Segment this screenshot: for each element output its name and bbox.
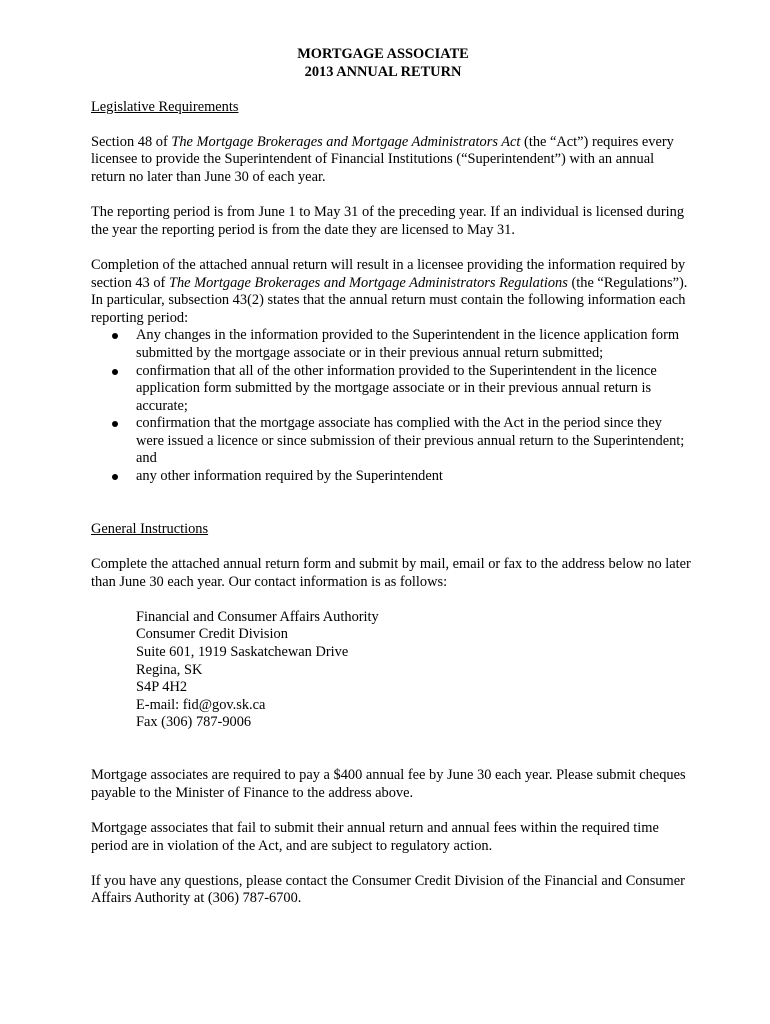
requirements-list [91, 327, 691, 485]
document-title: MORTGAGE ASSOCIATE [297, 46, 469, 62]
legislative-heading: Legislative Requirements [91, 98, 239, 115]
legislative-paragraph-2: The reporting period is from June 1 to May 31 of the preceding year. If an individual is licensed during the year the reporting period is from the date they are licensed to May 31. [91, 204, 685, 238]
legislative-p1-after: (the “Act”) requires every licensee to provide the Superintendent of Financial Institutions (“Superintendent”) with an annual return no later than June 30 of each year. [91, 133, 674, 185]
general-paragraph-3: Mortgage associates that fail to submit their annual return and annual fees within the required time period are in violation of the Act, and are subject to regulatory action. [91, 819, 659, 854]
document-page [91, 45, 691, 908]
address-line-1: Financial and Consumer Affairs Authority [136, 608, 379, 625]
list-item: confirmation that the mortgage associate has complied with the Act in the period since they were issued a licence or since submission of their previous annual return to the Superintendent; and [136, 415, 691, 468]
contact-email: E-mail: fid@gov.sk.ca [136, 696, 266, 713]
legislative-paragraph-1 [91, 134, 691, 187]
general-paragraph-2: Mortgage associates are required to pay a $400 annual fee by June 30 each year. Please submit cheques payable to the Minister of Finance to the address above. [91, 767, 686, 801]
general-instructions-heading: General Instructions [91, 520, 209, 537]
bullet-icon [112, 421, 118, 427]
address-line-4: Regina, SK [136, 661, 203, 678]
document-title-block [75, 45, 691, 81]
address-postal-code: S4P 4H2 [136, 679, 188, 696]
legislative-p1-before: Section 48 of [91, 133, 172, 150]
bullet-icon [112, 474, 118, 480]
bullet-icon [112, 369, 118, 375]
list-item: any other information required by the Superintendent [136, 468, 691, 486]
list-item: Any changes in the information provided to the Superintendent in the licence application form submitted by the mortgage associate or in their previous annual return submitted; [136, 327, 691, 362]
legislative-p3-after: (the “Regulations”). In particular, subsection 43(2) states that the annual return must contain the following information each reporting period: [91, 274, 688, 326]
bullet-icon [112, 333, 118, 339]
document-subtitle: 2013 ANNUAL RETURN [304, 64, 462, 80]
legislative-paragraph-3 [91, 257, 691, 327]
regulations-title: The Mortgage Brokerages and Mortgage Administrators Regulations [168, 274, 568, 291]
general-paragraph-1: Complete the attached annual return form and submit by mail, email or fax to the address below no later than June 30 each year. Our contact information is as follows: [91, 556, 691, 590]
address-line-2: Consumer Credit Division [136, 626, 288, 643]
general-paragraph-4: If you have any questions, please contact the Consumer Credit Division of the Financial and Consumer Affairs Authority at (306) 787-6700. [91, 872, 685, 907]
contact-address [136, 609, 691, 732]
list-item: confirmation that all of the other information provided to the Superintendent in the licence application form submitted by the mortgage associate or in their previous annual return is accurate; [136, 363, 691, 416]
act-title: The Mortgage Brokerages and Mortgage Administrators Act [171, 133, 521, 150]
address-line-3: Suite 601, 1919 Saskatchewan Drive [136, 644, 349, 660]
legislative-p3-before: Completion of the attached annual return will result in a licensee providing the information required by section 43 of [91, 256, 686, 291]
contact-fax: Fax (306) 787-9006 [136, 714, 252, 731]
